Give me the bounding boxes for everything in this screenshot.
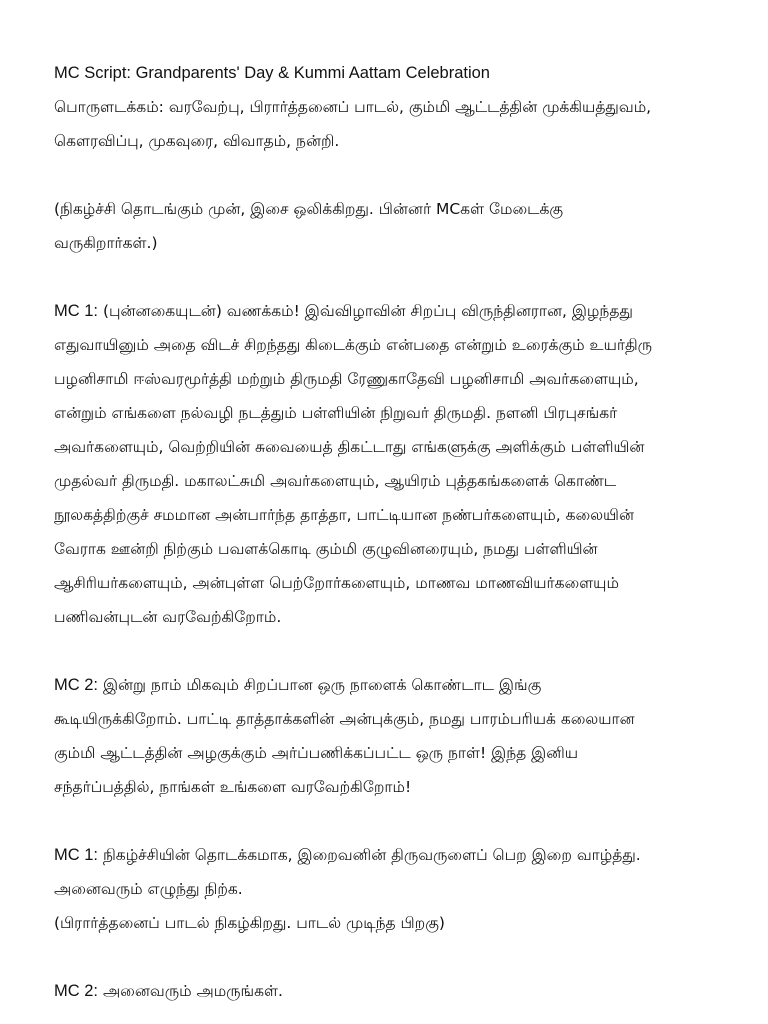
speech-text: இன்று நாம் மிகவும் சிறப்பான ஒரு நாளைக் கொண்டாட இங்கு xyxy=(98,676,542,694)
speech-text: அனைவரும் அமருங்கள். xyxy=(98,982,283,1000)
section1-line-9: ஆசிரியர்களையும், அன்புள்ள பெற்றோர்களையும், மாணவ மாணவியர்களையும் xyxy=(54,574,619,592)
document-body xyxy=(54,60,726,1008)
section1-line-4: என்றும் எங்களை நல்வழி நடத்தும் பள்ளியின் நிறுவர் திருமதி. நளனி பிரபுசங்கர் xyxy=(54,404,618,422)
paragraph-gap xyxy=(54,804,726,838)
speaker-label: MC 2: xyxy=(54,982,99,1000)
section2-line-3: கும்மி ஆட்டத்தின் அழகுக்கும் அர்ப்பணிக்கப்பட்ட ஒரு நாள்! இந்த இனிய xyxy=(54,744,579,762)
document-title: MC Script: Grandparents' Day & Kummi Aattam Celebration xyxy=(54,64,490,82)
speech-text: நிகழ்ச்சியின் தொடக்கமாக, இறைவனின் திருவருளைப் பெற இறை வாழ்த்து. xyxy=(98,846,641,864)
section2-line-1 xyxy=(54,668,726,702)
contents-line-2: கௌரவிப்பு, முகவுரை, விவாதம், நன்றி. xyxy=(54,132,340,150)
speaker-label: MC 1: xyxy=(54,302,99,320)
speech-text: (புன்னகையுடன்) வணக்கம்! இவ்விழாவின் சிறப்பு விருந்தினரான, இழந்தது xyxy=(98,302,633,320)
section3-line-3: (பிரார்த்தனைப் பாடல் நிகழ்கிறது. பாடல் முடிந்த பிறகு) xyxy=(54,914,445,932)
section1-line-5: அவர்களையும், வெற்றியின் சுவையைத் திகட்டாது எங்களுக்கு அளிக்கும் பள்ளியின் xyxy=(54,438,645,456)
speaker-label: MC 2: xyxy=(54,676,99,694)
intro-line-1: (நிகழ்ச்சி தொடங்கும் முன், இசை ஒலிக்கிறது. பின்னர் MCகள் மேடைக்கு xyxy=(54,200,564,218)
section1-line-10: பணிவன்புடன் வரவேற்கிறோம். xyxy=(54,608,282,626)
section1-line-8: வேராக ஊன்றி நிற்கும் பவளக்கொடி கும்மி குழுவினரையும், நமது பள்ளியின் xyxy=(54,540,598,558)
section1-line-2: எதுவாயினும் அதை விடச் சிறந்தது கிடைக்கும் என்பதை என்றும் உரைக்கும் உயர்திரு xyxy=(54,336,653,354)
paragraph-gap xyxy=(54,158,726,192)
speaker-label: MC 1: xyxy=(54,846,99,864)
intro-line-2: வருகிறார்கள்.) xyxy=(54,234,158,252)
paragraph-gap xyxy=(54,634,726,668)
section1-line-3: பழனிசாமி ஈஸ்வரமூர்த்தி மற்றும் திருமதி ரேணுகாதேவி பழனிசாமி அவர்களையும், xyxy=(54,370,639,388)
section4-line-1 xyxy=(54,974,726,1008)
contents-line-1: பொருளடக்கம்: வரவேற்பு, பிரார்த்தனைப் பாடல், கும்மி ஆட்டத்தின் முக்கியத்துவம், xyxy=(54,98,652,116)
section2-line-2: கூடியிருக்கிறோம். பாட்டி தாத்தாக்களின் அன்புக்கும், நமது பாரம்பரியக் கலையான xyxy=(54,710,635,728)
section1-line-7: நூலகத்திற்குச் சமமான அன்பார்ந்த தாத்தா, பாட்டியான நண்பர்களையும், கலையின் xyxy=(54,506,634,524)
section1-line-1 xyxy=(54,294,726,328)
paragraph-gap xyxy=(54,940,726,974)
section2-line-4: சந்தர்ப்பத்தில், நாங்கள் உங்களை வரவேற்கிறோம்! xyxy=(54,778,412,796)
paragraph-gap xyxy=(54,260,726,294)
section3-line-1 xyxy=(54,838,726,872)
section1-line-6: முதல்வர் திருமதி. மகாலட்சுமி அவர்களையும், ஆயிரம் புத்தகங்களைக் கொண்ட xyxy=(54,472,617,490)
section3-line-2: அனைவரும் எழுந்து நிற்க. xyxy=(54,880,243,898)
